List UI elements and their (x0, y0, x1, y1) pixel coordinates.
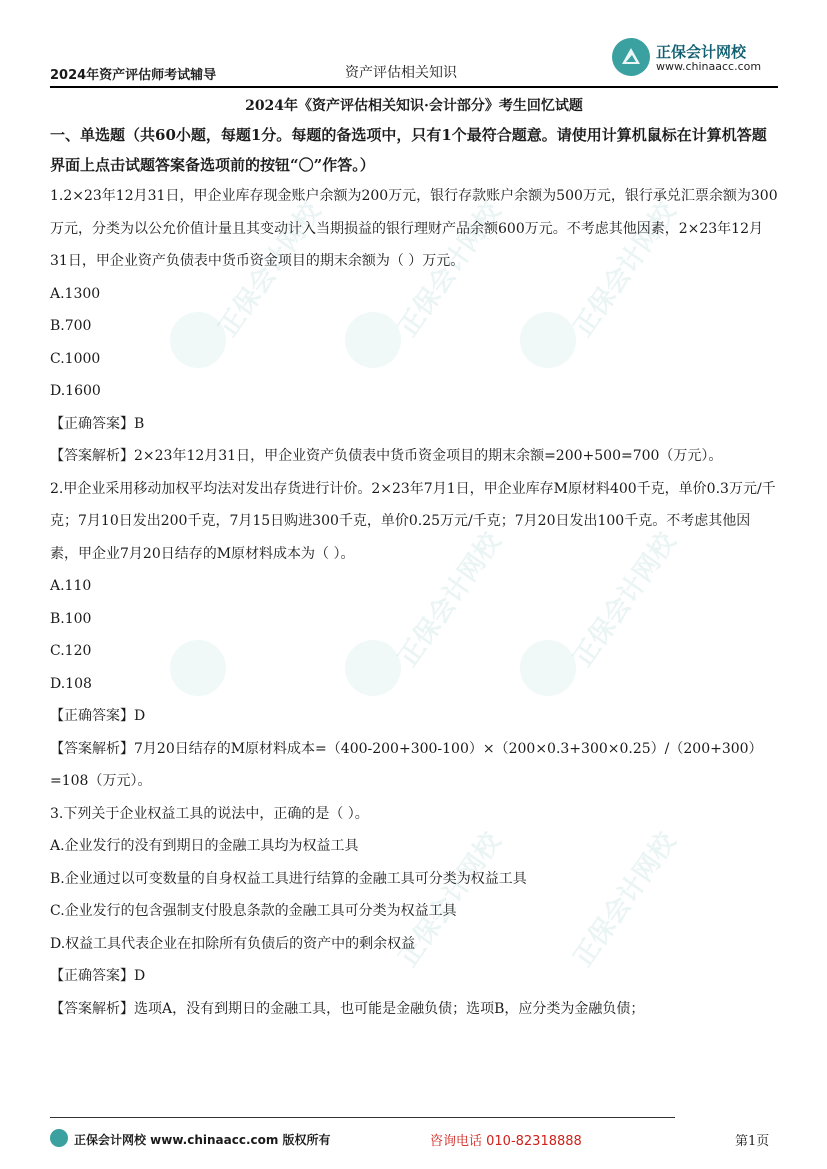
text-line: B.100 (50, 610, 92, 627)
header-course-title: 2024年资产评估师考试辅导 (50, 68, 217, 83)
text-line: C.企业发行的包含强制支付股息条款的金融工具可分类为权益工具 (50, 903, 457, 919)
text-line: C.120 (50, 643, 92, 659)
document-body (50, 92, 778, 1025)
header-subject: 资产评估相关知识 (345, 65, 457, 81)
watermark-text: 正保会计网校 (568, 827, 683, 973)
text-line: C.1000 (50, 350, 101, 367)
text-paragraph: 1.2×23年12月31日，甲企业库存现金账户余额为200万元，银行存款账户余额为500万元，银行承兑汇票余额为300万元，分类为以公允价值计量且其变动计入当期损益的银行理财产品余额600万元。不考虑其他因素，2×23年12月31日，甲企业资产负债表中货币资金项目的期末余额为（ ）万元。 (50, 188, 778, 269)
document-title: 2024年《资产评估相关知识·会计部分》考生回忆试题 (245, 98, 583, 114)
watermark-text: 正保会计网校 (393, 827, 508, 973)
question-list (50, 180, 778, 1025)
watermark-text: 正保会计网校 (568, 527, 683, 673)
text-line: A.110 (50, 578, 92, 594)
text-line: 【正确答案】B (50, 415, 145, 432)
logo-icon (612, 38, 650, 76)
page-footer (0, 1124, 827, 1154)
text-paragraph: 【答案解析】2×23年12月31日，甲企业资产负债表中货币资金项目的期末余额=200+500=700（万元）。 (50, 448, 723, 464)
footer-logo-icon (50, 1129, 68, 1147)
section-heading: 一、单选题（共60小题，每题1分。每题的备选项中，只有1个最符合题意。请使用计算机鼠标在计算机答题界面上点击试题答案备选项前的按钮“〇”作答。） (50, 126, 767, 174)
logo-name: 正保会计网校 (656, 43, 747, 61)
watermark-text: 正保会计网校 (213, 197, 328, 343)
page-header (0, 0, 827, 90)
text-line: 【正确答案】D (50, 968, 146, 984)
text-paragraph: 【答案解析】7月20日结存的M原材料成本=（400-200+300-100）×（200×0.3+300×0.25）/（200+300）=108（万元）。 (50, 740, 763, 789)
text-paragraph: 2.甲企业采用移动加权平均法对发出存货进行计价。2×23年7月1日，甲企业库存M原材料400千克，单价0.3万元/千克；7月10日发出200千克，7月15日购进300千克，单价0.25万元/千克；7月20日发出100千克。不考虑其他因素，甲企业7月20日结存的M原材料成本为（ ）。 (50, 480, 776, 562)
watermark-text: 正保会计网校 (393, 197, 508, 343)
text-line: 【正确答案】D (50, 708, 146, 724)
text-line: A.1300 (50, 285, 101, 302)
text-line: 3.下列关于企业权益工具的说法中，正确的是（ ）。 (50, 805, 369, 822)
text-line: A.企业发行的没有到期日的金融工具均为权益工具 (50, 838, 359, 854)
brand-logo (612, 38, 772, 82)
text-line: D.1600 (50, 383, 101, 399)
text-paragraph: 【答案解析】选项A，没有到期日的金融工具，也可能是金融负债；选项B，应分类为金融负债； (50, 1000, 645, 1017)
header-divider (50, 86, 778, 88)
footer-divider (50, 1117, 675, 1118)
footer-hotline: 咨询电话 010-82318888 (430, 1134, 582, 1149)
text-line: D.108 (50, 675, 92, 692)
text-line: D.权益工具代表企业在扣除所有负债后的资产中的剩余权益 (50, 935, 416, 952)
logo-url: www.chinaacc.com (656, 60, 762, 73)
watermark-text: 正保会计网校 (568, 197, 683, 343)
footer-copyright: 正保会计网校 www.chinaacc.com 版权所有 (74, 1133, 331, 1147)
text-line: B.企业通过以可变数量的自身权益工具进行结算的金融工具可分类为权益工具 (50, 870, 527, 887)
watermark-text: 正保会计网校 (393, 527, 508, 673)
text-line: B.700 (50, 318, 92, 334)
page-number: 第1页 (735, 1134, 770, 1149)
